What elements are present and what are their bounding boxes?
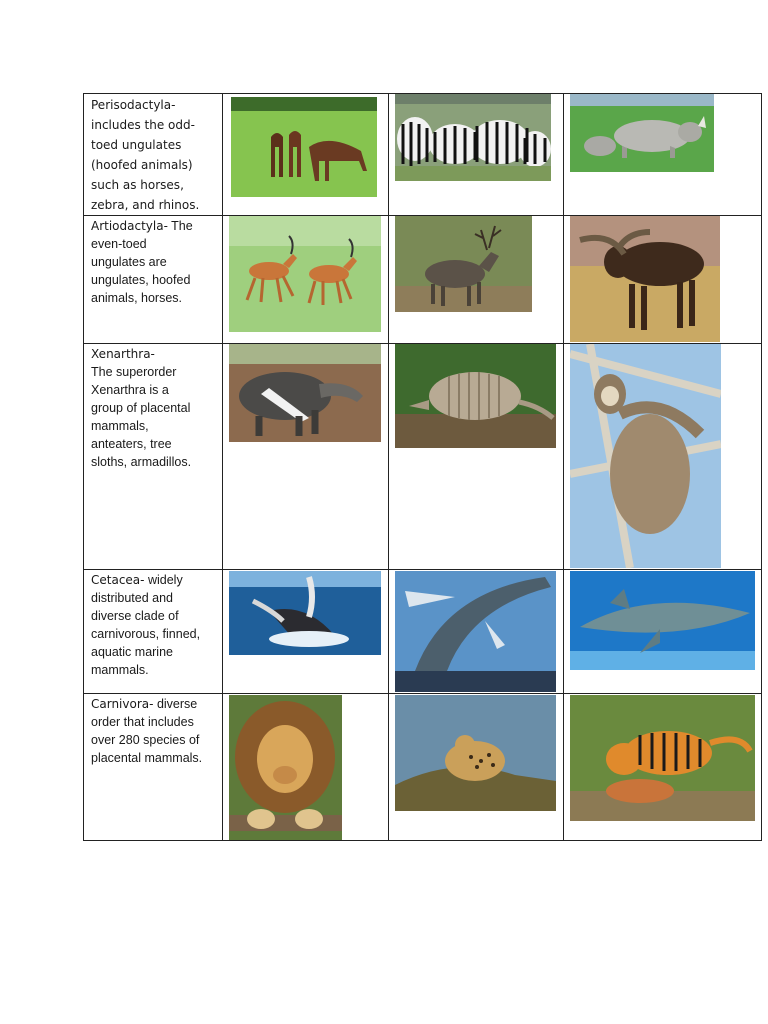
humpback-whale-photo [395,571,556,692]
dolphin-photo [570,571,755,670]
mammal-orders-table [83,93,762,841]
desc-line: even-toed [91,237,147,251]
image-cell [564,344,762,570]
description-cell [84,694,223,841]
image-cell [389,94,564,216]
sloth-photo [570,344,721,568]
image-cell [223,344,389,570]
description-cell [84,216,223,344]
order-term: Perisodactyla- [91,98,176,112]
desc-line: Xenarthra is a [91,383,169,397]
order-term: Cetacea- [91,573,145,587]
order-term: Carnivora- [91,697,154,711]
tiger-photo [570,695,755,821]
description-cell [84,344,223,570]
desc-line: placental mammals. [91,751,203,765]
table-row [84,216,762,344]
desc-line: anteaters, tree [91,437,172,451]
desc-line: animals, horses. [91,291,183,305]
table-row [84,570,762,694]
desc-line: sloths, armadillos. [91,455,192,469]
desc-line: widely [147,573,183,587]
desc-line: (hoofed animals) [91,158,193,172]
desc-line: carnivorous, finned, [91,627,201,641]
order-term: Xenarthra- [91,347,155,361]
desc-line: aquatic marine [91,645,173,659]
image-cell [564,94,762,216]
desc-line: The [171,219,193,233]
anteater-photo [229,344,381,442]
image-cell [564,570,762,694]
armadillo-photo [395,344,556,448]
desc-line: distributed and [91,591,174,605]
table-row [84,344,762,570]
image-cell [223,216,389,344]
desc-line: ungulates, hoofed [91,273,191,287]
desc-line: The superorder [91,365,177,379]
lion-photo [229,695,342,840]
horses-photo [231,97,377,197]
desc-line: ungulates are [91,255,167,269]
deer-photo [395,216,532,312]
desc-line: toed ungulates [91,138,182,152]
image-cell [389,216,564,344]
row-description [84,216,222,307]
desc-line: mammals. [91,663,149,677]
zebras-photo [395,94,551,181]
image-cell [564,694,762,841]
description-cell [84,94,223,216]
desc-line: diverse clade of [91,609,179,623]
desc-line: order that includes [91,715,194,729]
row-description [84,344,222,471]
desc-line: diverse [156,697,198,711]
image-cell [389,694,564,841]
leopard-photo [395,695,556,811]
rhinos-photo [570,94,714,172]
description-cell [84,570,223,694]
row-description [84,94,222,215]
image-cell [389,344,564,570]
desc-line: zebra, and rhinos. [91,198,200,212]
desc-line: over 280 species of [91,733,200,747]
desc-line: includes the odd- [91,118,195,132]
image-cell [564,216,762,344]
image-cell [223,94,389,216]
image-cell [223,570,389,694]
antelopes-photo [229,216,381,332]
row-description [84,694,222,767]
row-description [84,570,222,679]
image-cell [389,570,564,694]
whale-breach-photo [229,571,381,655]
moose-photo [570,216,720,342]
desc-line: such as horses, [91,178,184,192]
table-row [84,694,762,841]
order-term: Artiodactyla- [91,219,168,233]
desc-line: group of placental [91,401,191,415]
desc-line: mammals, [91,419,149,433]
image-cell [223,694,389,841]
table-row [84,94,762,216]
